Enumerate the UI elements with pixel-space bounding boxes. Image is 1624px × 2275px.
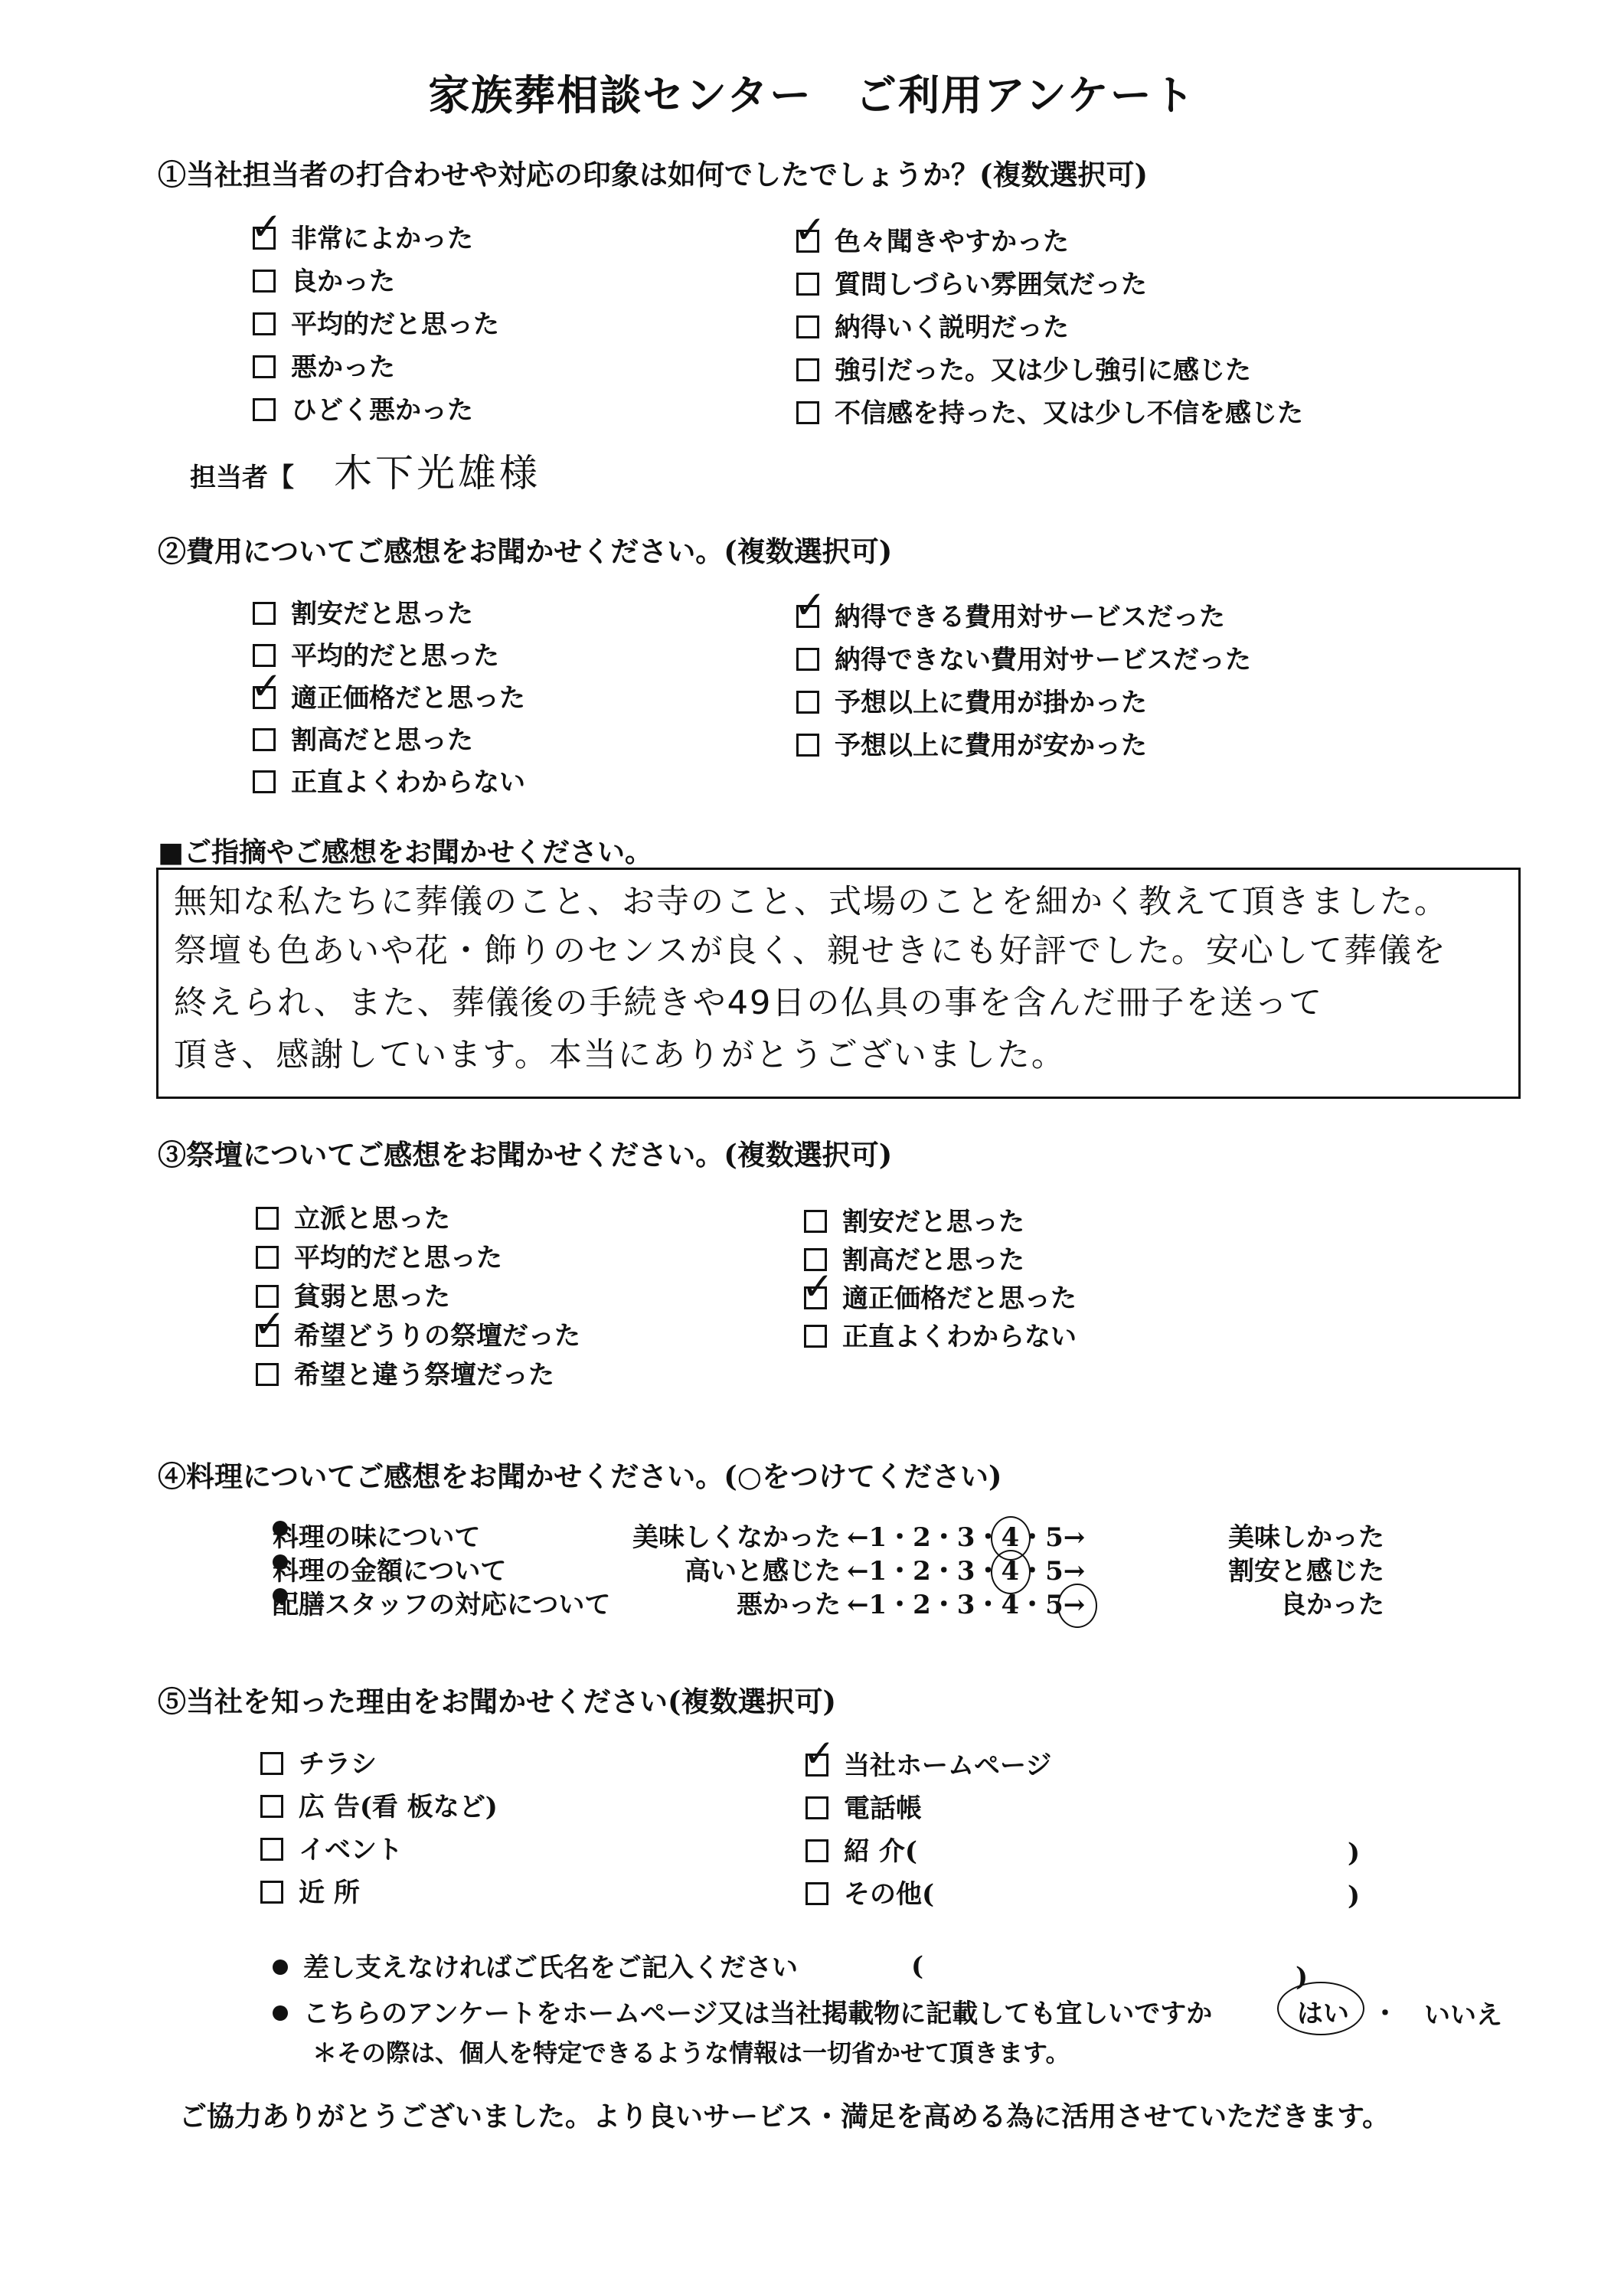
checkbox-option[interactable] xyxy=(256,1241,502,1275)
selected-rating-circle xyxy=(1057,1584,1097,1628)
option-label: 納得できない費用対サービスだった xyxy=(835,645,1251,675)
rating-row xyxy=(0,1521,1624,1554)
rating-row xyxy=(0,1554,1624,1588)
publish-prompt-row xyxy=(273,1992,1212,2030)
checkbox-option[interactable] xyxy=(250,204,473,256)
staff-name: 木下光雄様 xyxy=(334,451,541,495)
checkmark-icon: ✓ xyxy=(803,1731,835,1776)
checkbox-option[interactable] xyxy=(253,394,473,427)
option-label: 非常によかった xyxy=(291,224,473,254)
option-label: 割安だと思った xyxy=(291,599,473,629)
option-label: 立派と思った xyxy=(294,1204,450,1234)
checkbox-option[interactable] xyxy=(260,1876,360,1910)
option-label: 適正価格だと思った xyxy=(291,683,525,714)
checkbox[interactable] xyxy=(256,1363,279,1386)
checkbox-option[interactable] xyxy=(803,1731,1052,1783)
checkbox-option[interactable] xyxy=(796,397,1303,430)
bullet-icon xyxy=(273,2005,288,2021)
option-label: 紹 介( xyxy=(844,1836,917,1867)
option-label: チラシ xyxy=(299,1749,377,1780)
rating-scale[interactable]: ←1・2・3・4・5→ xyxy=(847,1590,1086,1620)
checkbox[interactable] xyxy=(260,1752,283,1775)
checkmark-icon: ✓ xyxy=(802,1264,834,1309)
option-label: 平均的だと思った xyxy=(291,309,499,340)
checkbox-option[interactable] xyxy=(805,1792,922,1826)
option-label: 平均的だと思った xyxy=(294,1243,502,1273)
staff-label: 担当者【 xyxy=(190,463,294,493)
checkbox[interactable] xyxy=(805,1796,828,1819)
checkbox-option[interactable] xyxy=(794,208,1069,259)
checkbox[interactable] xyxy=(253,602,276,625)
q1-question: ①当社担当者の打合わせや対応の印象は如何でしたでしょうか？(複数選択可) xyxy=(158,158,1149,191)
option-label: 割高だと思った xyxy=(842,1245,1024,1276)
rating-low-label: 悪かった xyxy=(737,1590,841,1620)
checkbox[interactable] xyxy=(796,358,819,381)
checkbox-option[interactable] xyxy=(804,1244,1024,1277)
option-label: 強引だった。又は少し強引に感じた xyxy=(835,355,1251,386)
checkbox-option[interactable] xyxy=(253,265,395,299)
q5-question: ⑤当社を知った理由をお聞かせください(複数選択可) xyxy=(158,1685,837,1718)
checkbox[interactable] xyxy=(805,1882,828,1905)
checkbox-checked[interactable] xyxy=(794,208,826,253)
thanks-message: ご協力ありがとうございました。より良いサービス・満足を高める為に活用させていただきます。 xyxy=(179,2100,1390,2133)
checkbox[interactable] xyxy=(260,1881,283,1904)
comments-heading: ■ご指摘やご感想をお聞かせください。 xyxy=(158,836,653,868)
option-label: 当社ホームページ xyxy=(844,1750,1052,1781)
rating-item-label: 配膳スタッフの対応について xyxy=(273,1590,611,1620)
option-label: 質問しづらい雰囲気だった xyxy=(835,270,1147,300)
checkbox-option[interactable] xyxy=(253,724,473,757)
checkbox-checked[interactable] xyxy=(802,1264,834,1309)
publish-yes-circle xyxy=(1277,1982,1364,2035)
rating-scale[interactable]: ←1・2・3・4・5→ xyxy=(847,1522,1086,1553)
privacy-note: ＊その際は、個人を特定できるような情報は一切省かせて頂きます。 xyxy=(312,2038,1070,2067)
comment-line-4: 頂き、感謝しています。本当にありがとうございました。 xyxy=(174,1036,1066,1074)
option-label: 悪かった xyxy=(291,352,395,383)
option-label: 電話帳 xyxy=(844,1793,922,1824)
option-label: ひどく悪かった xyxy=(291,395,473,426)
rating-row xyxy=(0,1588,1624,1622)
rating-high-label: 割安と感じた xyxy=(1228,1556,1384,1587)
name-prompt: 差し支えなければご氏名をご記入ください xyxy=(303,1953,798,1983)
rating-item-label: 料理の金額について xyxy=(273,1556,507,1587)
checkbox[interactable] xyxy=(253,728,276,751)
comments-box[interactable] xyxy=(156,868,1521,1099)
checkmark-icon: ✓ xyxy=(253,1302,286,1346)
checkbox-option[interactable] xyxy=(796,354,1251,387)
checkbox-checked[interactable] xyxy=(250,664,283,709)
comment-line-2: 祭壇も色あいや花・飾りのセンスが良く、親せきにも好評でした。安心して葬儀を xyxy=(174,932,1447,970)
checkbox-option[interactable] xyxy=(796,686,1147,720)
page-title: 家族葬相談センター ご利用アンケート xyxy=(428,70,1196,119)
checkbox-option[interactable] xyxy=(796,643,1251,677)
checkbox-checked[interactable] xyxy=(794,583,826,628)
option-label: 正直よくわからない xyxy=(842,1322,1077,1352)
checkbox-option[interactable] xyxy=(805,1835,917,1868)
checkbox[interactable] xyxy=(796,734,819,757)
checkbox-option[interactable] xyxy=(796,268,1147,302)
checkbox-option[interactable] xyxy=(796,729,1147,763)
q2-question: ②費用についてご感想をお聞かせください。(複数選択可) xyxy=(158,534,893,568)
rating-scale[interactable]: ←1・2・3・4・5→ xyxy=(847,1556,1086,1587)
checkbox[interactable] xyxy=(253,270,276,293)
checkbox[interactable] xyxy=(796,648,819,671)
checkbox[interactable] xyxy=(804,1210,827,1233)
comment-line-1: 無知な私たちに葬儀のこと、お寺のこと、式場のことを細かく教えて頂きました。 xyxy=(174,883,1449,921)
option-label: 予想以上に費用が掛かった xyxy=(835,688,1147,718)
checkbox[interactable] xyxy=(796,315,819,338)
checkbox-option[interactable] xyxy=(802,1264,1077,1316)
option-label: イベント xyxy=(299,1835,403,1865)
checkbox[interactable] xyxy=(260,1838,283,1861)
option-label: 正直よくわからない xyxy=(291,767,525,798)
publish-dot: ・ xyxy=(1372,1999,1398,2029)
checkbox-option[interactable] xyxy=(260,1790,498,1824)
checkmark-icon: ✓ xyxy=(250,204,283,249)
name-close-paren: ) xyxy=(1296,1962,1309,1992)
option-label: 割安だと思った xyxy=(842,1207,1024,1237)
rating-item-label: 料理の味について xyxy=(273,1522,481,1553)
checkbox-option[interactable] xyxy=(253,351,395,384)
checkbox[interactable] xyxy=(804,1325,827,1348)
publish-prompt: こちらのアンケートをホームページ又は当社掲載物に記載しても宜しいですか xyxy=(303,1999,1213,2029)
checkbox-checked[interactable] xyxy=(803,1731,835,1777)
option-label: 予想以上に費用が安かった xyxy=(835,731,1147,761)
checkbox[interactable] xyxy=(253,770,276,793)
checkbox[interactable] xyxy=(256,1207,279,1230)
checkbox[interactable] xyxy=(796,273,819,296)
option-label: 不信感を持った、又は少し不信を感じた xyxy=(835,398,1303,429)
checkbox-option[interactable] xyxy=(796,311,1069,345)
rating-low-label: 美味しくなかった xyxy=(632,1522,841,1553)
name-open-paren: ( xyxy=(911,1951,924,1982)
checkbox[interactable] xyxy=(253,398,276,421)
q3-question: ③祭壇についてご感想をお聞かせください。(複数選択可) xyxy=(158,1138,893,1172)
checkbox[interactable] xyxy=(253,355,276,378)
bullet-icon xyxy=(273,1960,288,1975)
checkbox-option[interactable] xyxy=(253,639,499,673)
checkbox-option[interactable] xyxy=(260,1747,377,1781)
rating-high-label: 良かった xyxy=(1280,1590,1384,1620)
q5-referral-close-paren: ) xyxy=(1348,1838,1361,1868)
checkbox-option[interactable] xyxy=(253,766,525,799)
option-label: 納得いく説明だった xyxy=(835,312,1069,343)
checkbox-option[interactable] xyxy=(794,583,1225,634)
option-label: 希望と違う祭壇だった xyxy=(294,1360,554,1391)
checkbox-option[interactable] xyxy=(253,308,499,342)
publish-no-option[interactable]: いいえ xyxy=(1424,2000,1502,2031)
checkmark-icon: ✓ xyxy=(250,664,283,708)
checkbox[interactable] xyxy=(256,1246,279,1269)
checkbox-checked[interactable] xyxy=(253,1302,286,1347)
checkbox-option[interactable] xyxy=(250,664,525,715)
option-label: 平均的だと思った xyxy=(291,641,499,672)
option-label: 割高だと思った xyxy=(291,725,473,756)
comment-line-3: 終えられ、また、葬儀後の手続きや49日の仏具の事を含んだ冊子を送って xyxy=(174,984,1324,1022)
option-label: その他( xyxy=(844,1879,935,1910)
option-label: 適正価格だと思った xyxy=(842,1283,1077,1314)
checkbox-option[interactable] xyxy=(253,1302,580,1353)
q5-other-close-paren: ) xyxy=(1348,1881,1361,1911)
checkbox-option[interactable] xyxy=(256,1358,554,1392)
checkbox-option[interactable] xyxy=(256,1202,450,1236)
option-label: 広 告(看 板など) xyxy=(299,1792,498,1822)
checkbox-checked[interactable] xyxy=(250,204,283,250)
option-label: 近 所 xyxy=(299,1878,360,1908)
checkmark-icon: ✓ xyxy=(794,208,826,252)
checkbox-option[interactable] xyxy=(260,1833,403,1867)
checkbox-option[interactable] xyxy=(804,1205,1024,1239)
checkbox-option[interactable] xyxy=(804,1320,1077,1354)
checkbox[interactable] xyxy=(260,1795,283,1818)
q4-question: ④料理についてご感想をお聞かせください。(○をつけてください) xyxy=(158,1459,1002,1493)
checkmark-icon: ✓ xyxy=(794,583,826,627)
option-label: 色々聞きやすかった xyxy=(835,227,1069,257)
option-label: 希望どうりの祭壇だった xyxy=(294,1321,580,1352)
checkbox[interactable] xyxy=(796,401,819,424)
option-label: 貧弱と思った xyxy=(294,1282,450,1312)
checkbox-option[interactable] xyxy=(805,1878,934,1911)
checkbox[interactable] xyxy=(796,691,819,714)
rating-low-label: 高いと感じた xyxy=(685,1556,841,1587)
checkbox[interactable] xyxy=(805,1839,828,1862)
name-prompt-row xyxy=(273,1946,798,1984)
checkbox-option[interactable] xyxy=(253,597,473,631)
option-label: 納得できる費用対サービスだった xyxy=(835,602,1225,632)
rating-high-label: 美味しかった xyxy=(1228,1522,1384,1553)
publish-yes-option[interactable]: はい xyxy=(1297,1999,1349,2029)
option-label: 良かった xyxy=(291,266,395,297)
checkbox[interactable] xyxy=(253,312,276,335)
